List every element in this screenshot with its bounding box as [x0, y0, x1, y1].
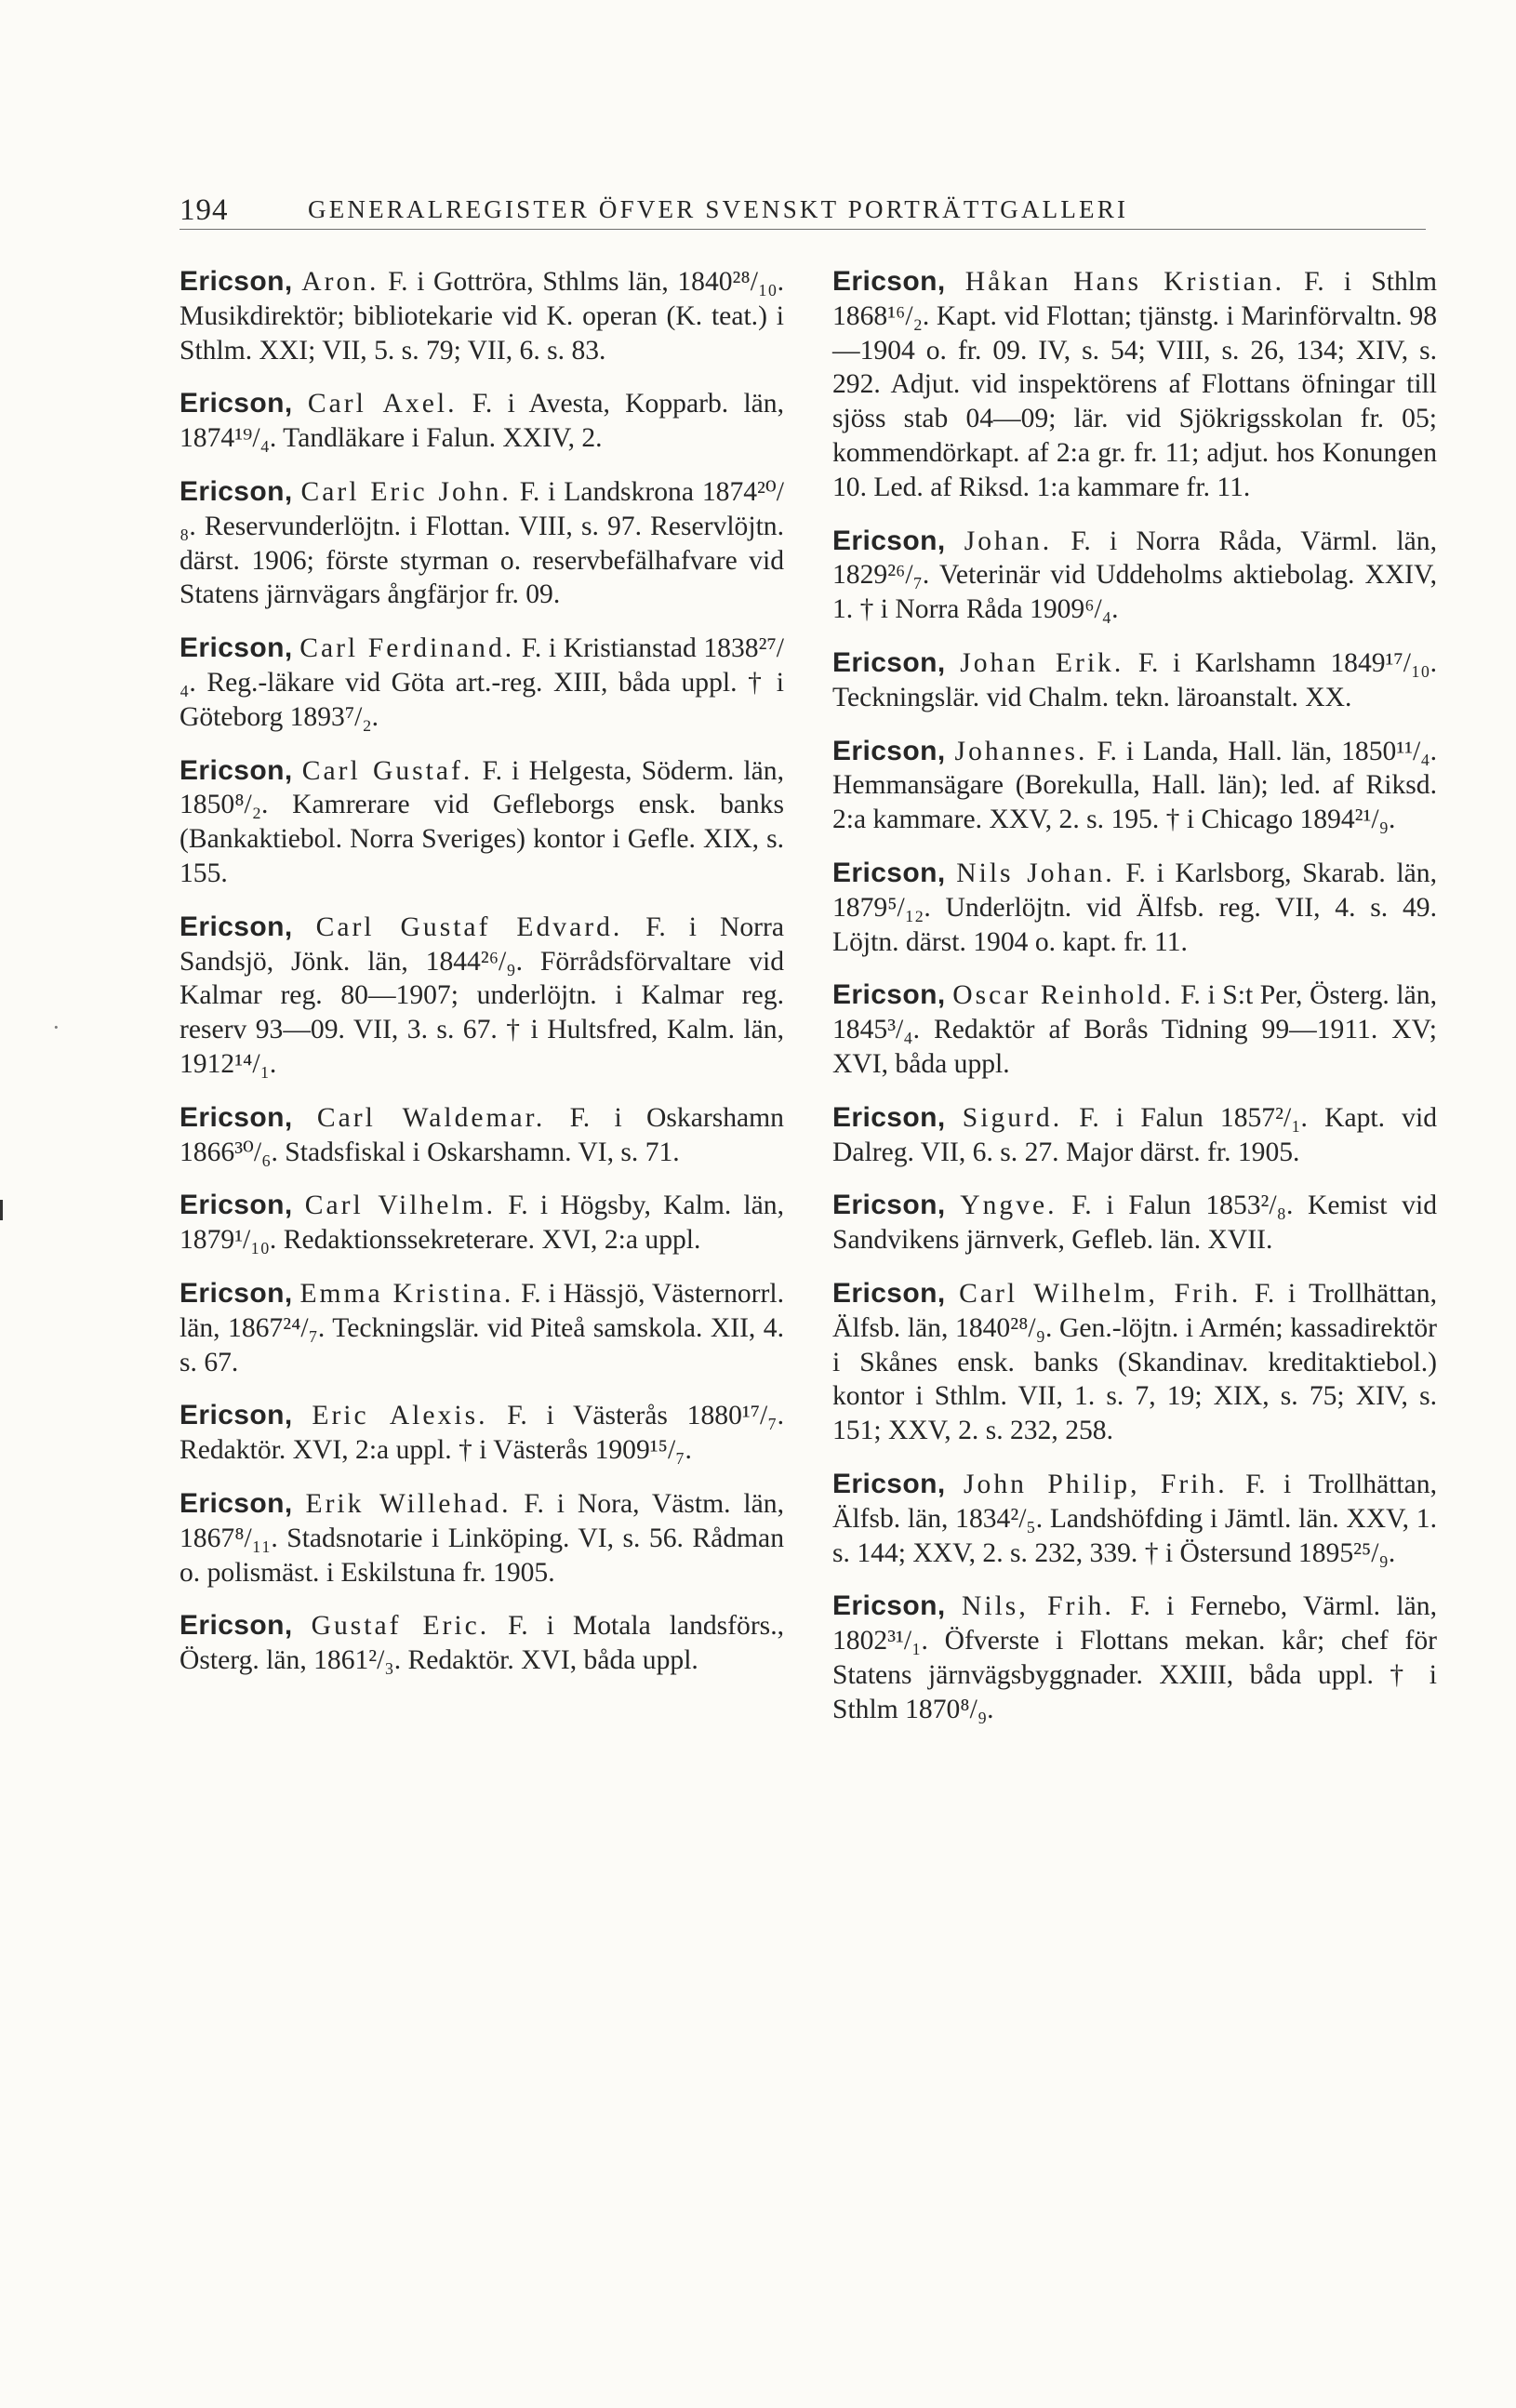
entry-surname: Ericson,: [832, 1277, 946, 1309]
entry-surname: Ericson,: [180, 632, 293, 664]
entry-given-names: Carl Waldemar.: [316, 1102, 546, 1133]
entry-surname: Ericson,: [832, 1468, 946, 1499]
entry-surname: Ericson,: [180, 1277, 293, 1309]
entry-given-names: Sigurd.: [962, 1102, 1063, 1133]
entry-given-names: Carl Gustaf.: [301, 755, 473, 786]
entry-given-names: Oscar Reinhold.: [952, 980, 1174, 1011]
left-column: [180, 265, 784, 1697]
entry-surname: Ericson,: [832, 979, 946, 1011]
entry-surname: Ericson,: [180, 1610, 293, 1642]
entry-given-names: Carl Axel.: [307, 389, 458, 419]
entry-details: F. i Motala landsförs., Österg. län, 1861²/₃. Redaktör. XVI, båda uppl.: [180, 1611, 784, 1676]
entry-surname: Ericson,: [832, 1190, 946, 1221]
entry-details: F. i Trollhättan, Älfsb. län, 1840²⁸/₉. Gen.-löjtn. i Armén; kassadirektör i Skånes ensk. banks (Skandinav. kreditaktiebol.) kontor i Sthlm. VII, 1. s. 7, 19; XIX, s. 75; XIV, s. 151; XXV, 2. s. 232, 258.: [832, 1278, 1437, 1446]
register-entry: [832, 1468, 1437, 1570]
register-entry: [180, 1189, 784, 1257]
entry-surname: Ericson,: [180, 1190, 293, 1221]
register-entry: [180, 265, 784, 367]
entry-details: F. i Högsby, Kalm. län, 1879¹/₁₀. Redaktionssekreterare. XVI, 2:a uppl.: [180, 1191, 784, 1256]
entry-surname: Ericson,: [180, 1101, 293, 1133]
entry-surname: Ericson,: [832, 735, 946, 766]
register-entry: [180, 1609, 784, 1678]
entry-given-names: Aron.: [301, 267, 379, 297]
entry-details: F. i Kristianstad 1838²⁷/₄. Reg.-läkare vid Göta art.-reg. XIII, båda uppl. † i Göteborg 1893⁷/₂.: [180, 633, 784, 732]
entry-details: F. i Avesta, Kopparb. län, 1874¹⁹/₄. Tandläkare i Falun. XXIV, 2.: [180, 389, 785, 454]
entry-given-names: Carl Eric John.: [300, 476, 512, 507]
register-entry: [832, 735, 1437, 837]
entry-given-names: Håkan Hans Kristian.: [964, 267, 1284, 297]
register-entry: [832, 978, 1437, 1081]
register-entry: [832, 1590, 1437, 1726]
entry-details: F. i Oskarshamn 1866³⁰/₆. Stadsfiskal i Oskarshamn. VI, s. 71.: [180, 1102, 784, 1167]
entry-given-names: Carl Ferdinand.: [299, 633, 515, 664]
entry-details: F. i Landskrona 1874²⁰/₈. Reservunderlöjtn. i Flottan. VIII, s. 97. Reservlöjtn. därst. 1906; förste styrman o. reservbefälhafvare vid Statens järnvägars ångfärjor fr. 09.: [180, 476, 785, 610]
entry-given-names: Nils, Frih.: [961, 1591, 1114, 1622]
entry-details: F. i Trollhättan, Älfsb. län, 1834²/₅. Landshöfding i Jämtl. län. XXV, 1. s. 144; XXV, 2. s. 232, 339. † i Östersund 1895²⁵/₉.: [832, 1469, 1437, 1568]
entry-surname: Ericson,: [180, 1400, 293, 1431]
register-entry: [180, 911, 784, 1082]
entry-given-names: Carl Wilhelm, Frih.: [959, 1278, 1242, 1309]
page-header: [180, 184, 1426, 230]
register-entry: [180, 1487, 784, 1590]
entry-surname: Ericson,: [180, 475, 293, 507]
register-entry: [180, 1399, 784, 1468]
entry-given-names: Eric Alexis.: [312, 1401, 488, 1431]
register-entry: [832, 646, 1437, 715]
entry-details: F. i Fernebo, Värml. län, 1802³¹/₁. Öfverste i Flottans mekan. kår; chef för Statens järnvägsbyggnader. XXIII, båda uppl. † i Sthlm 1870⁸/₉.: [832, 1591, 1437, 1724]
edge-mark: [0, 1200, 3, 1220]
entry-given-names: John Philip, Frih.: [964, 1469, 1228, 1499]
entry-details: F. i Falun 1857²/₁. Kapt. vid Dalreg. VII, 6. s. 27. Major därst. fr. 1905.: [832, 1102, 1438, 1167]
entry-surname: Ericson,: [832, 525, 946, 556]
register-entry: [832, 1277, 1437, 1448]
entry-details: F. i Norra Råda, Värml. län, 1829²⁶/₇. Veterinär vid Uddeholms aktiebolag. XXIV, 1. † i Norra Råda 1909⁶/₄.: [832, 526, 1437, 625]
register-entry: [832, 857, 1437, 959]
entry-surname: Ericson,: [180, 388, 293, 419]
register-entry: [832, 1189, 1437, 1257]
register-entry: [180, 632, 784, 734]
entry-details: F. i Sthlm 1868¹⁶/₂. Kapt. vid Flottan; tjänstg. i Marinförvaltn. 98—1904 o. fr. 09. IV, s. 54; VIII, s. 26, 134; XIV, s. 292. Adjut. vid inspektörens af Flottans öfningar till sjöss stab 04—09; lär. vid Sjökrigsskolan fr. 05; kommendörkapt. af 2:a gr. fr. 11; adjut. hos Konungen 10. Led. af Riksd. 1:a kammare fr. 11.: [832, 267, 1438, 502]
entry-surname: Ericson,: [832, 857, 946, 888]
entry-surname: Ericson,: [832, 266, 946, 297]
entry-details: F. i S:t Per, Österg. län, 1845³/₄. Redaktör af Borås Tidning 99—1911. XV; XVI, båda uppl.: [832, 980, 1437, 1079]
entry-details: F. i Falun 1853²/₈. Kemist vid Sandvikens järnverk, Gefleb. län. XVII.: [832, 1191, 1437, 1256]
register-entry: [832, 525, 1437, 627]
entry-details: F. i Hässjö, Västernorrl. län, 1867²⁴/₇. Teckningslär. vid Piteå samskola. XII, 4. s. 67.: [180, 1278, 785, 1377]
entry-given-names: Carl Gustaf Edvard.: [315, 911, 623, 942]
register-entry: [832, 1101, 1437, 1170]
entry-surname: Ericson,: [832, 1590, 946, 1622]
entry-details: F. i Karlshamn 1849¹⁷/₁₀. Teckningslär. vid Chalm. tekn. läroanstalt. XX.: [832, 647, 1437, 712]
entry-details: F. i Landa, Hall. län, 1850¹¹/₄. Hemmansägare (Borekulla, Hall. län); led. af Riksd. 2:a kammare. XXV, 2. s. 195. † i Chicago 1894²¹/₉.: [832, 736, 1437, 835]
entry-given-names: Johan Erik.: [960, 647, 1124, 678]
entry-details: F. i Gottröra, Sthlms län, 1840²⁸/₁₀. Musikdirektör; bibliotekarie vid K. operan (K. teat.) i Sthlm. XXI; VII, 5. s. 79; VII, 6. s. 83.: [180, 267, 784, 366]
entry-given-names: Nils Johan.: [956, 858, 1115, 888]
register-entry: [180, 475, 784, 612]
register-entry: [180, 387, 784, 456]
entry-surname: Ericson,: [180, 911, 293, 942]
entry-details: F. i Nora, Västm. län, 1867⁸/₁₁. Stadsnotarie i Linköping. VI, s. 56. Rådman o. polismäst. i Eskilstuna fr. 1905.: [180, 1488, 784, 1588]
entry-surname: Ericson,: [180, 1487, 293, 1519]
running-title: GENERALREGISTER ÖFVER SVENSKT PORTRÄTTGALLERI: [308, 195, 1129, 223]
stray-mark: ·: [52, 1014, 60, 1041]
entry-given-names: Gustaf Eric.: [311, 1611, 490, 1642]
register-entry: [180, 1101, 784, 1170]
entry-given-names: Johan.: [964, 526, 1053, 556]
entry-given-names: Johannes.: [954, 736, 1088, 766]
entry-surname: Ericson,: [832, 1101, 946, 1133]
entry-surname: Ericson,: [180, 754, 293, 786]
entry-details: F. i Norra Sandsjö, Jönk. län, 1844²⁶/₉. Förrådsförvaltare vid Kalmar reg. 80—1907; underlöjtn. i Kalmar reg. reserv 93—09. VII, 3. s. 67. † i Hultsfred, Kalm. län, 1912¹⁴/₁.: [180, 911, 784, 1079]
register-entry: [832, 265, 1437, 505]
entry-details: F. i Västerås 1880¹⁷/₇. Redaktör. XVI, 2:a uppl. † i Västerås 1909¹⁵/₇.: [180, 1401, 784, 1466]
entry-surname: Ericson,: [180, 266, 293, 297]
entry-details: F. i Karlsborg, Skarab. län, 1879⁵/₁₂. Underlöjtn. vid Älfsb. reg. VII, 4. s. 49. Löjtn. därst. 1904 o. kapt. fr. 11.: [832, 858, 1437, 957]
right-column: [832, 265, 1437, 1746]
entry-surname: Ericson,: [832, 646, 946, 678]
page-number: 194: [180, 193, 229, 227]
entry-given-names: Emma Kristina.: [299, 1278, 514, 1309]
entry-details: F. i Helgesta, Söderm. län, 1850⁸/₂. Kamrerare vid Gefleborgs ensk. banks (Bankaktiebol. Norra Sveriges) kontor i Gefle. XIX, s. 155.: [180, 755, 784, 888]
entry-given-names: Erik Willehad.: [305, 1488, 512, 1519]
register-entry: [180, 754, 784, 891]
entry-given-names: Carl Vilhelm.: [304, 1191, 497, 1221]
register-entry: [180, 1277, 784, 1379]
entry-given-names: Yngve.: [960, 1191, 1057, 1221]
